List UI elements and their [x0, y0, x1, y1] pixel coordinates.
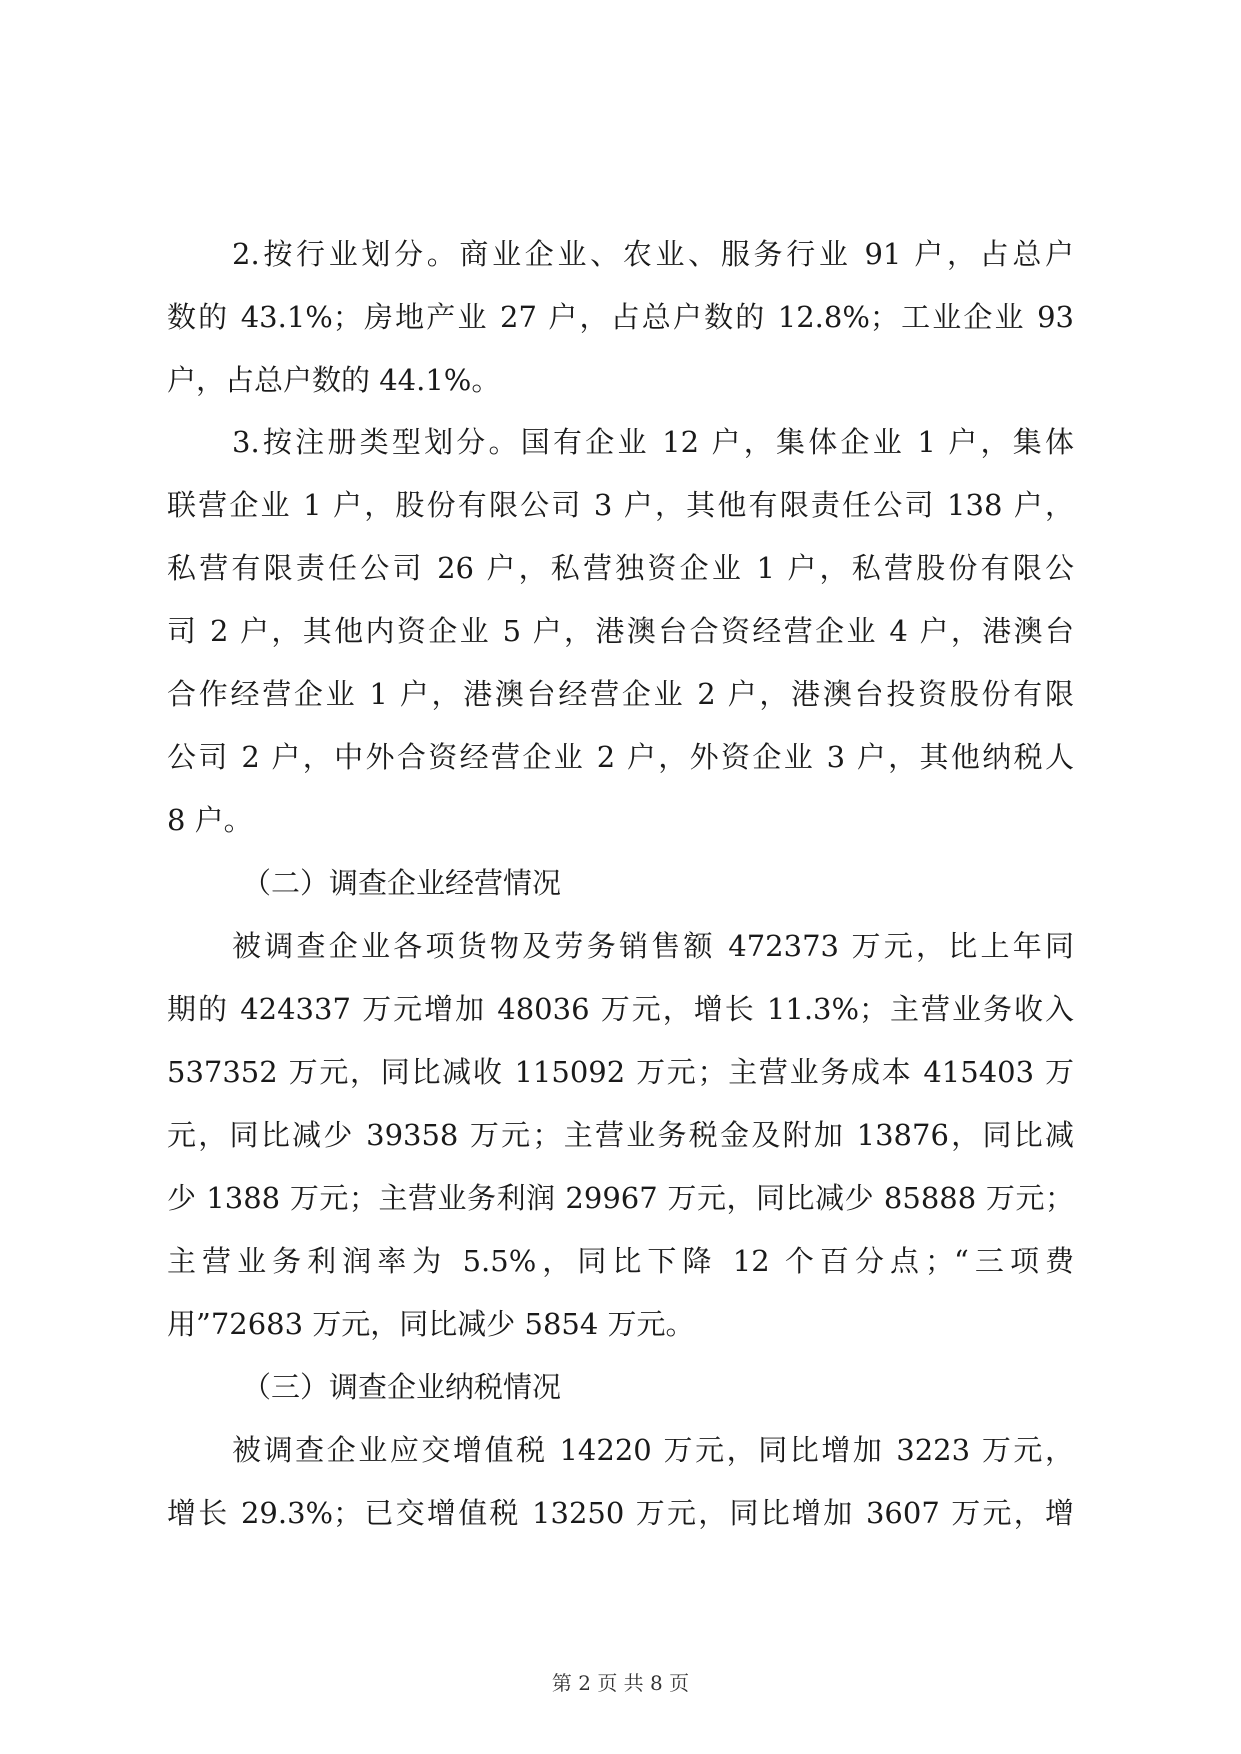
text-line: 537352 万元，同比减收 115092 万元；主营业务成本 415403 万 [167, 1055, 1074, 1089]
text-line: 增长 29.3%；已交增值税 13250 万元，同比增加 3607 万元，增 [167, 1496, 1074, 1530]
text-line: 私营有限责任公司 26 户，私营独资企业 1 户，私营股份有限公 [167, 551, 1074, 585]
text-line: 期的 424337 万元增加 48036 万元，增长 11.3%；主营业务收入 [167, 992, 1074, 1026]
text-line: 户，占总户数的 44.1%。 [167, 363, 501, 397]
text-line: 司 2 户，其他内资企业 5 户，港澳台合资经营企业 4 户，港澳台 [167, 614, 1074, 648]
section-heading-text: （三）调查企业纳税情况 [242, 1370, 562, 1404]
text-line: 用”72683 万元，同比减少 5854 万元。 [167, 1307, 695, 1341]
text-line: 8 户。 [167, 803, 253, 837]
text-line: 数的 43.1%；房地产业 27 户，占总户数的 12.8%；工业企业 93 [167, 300, 1074, 334]
section-heading-text: （二）调查企业经营情况 [242, 866, 562, 900]
text-line: 2.按行业划分。商业企业、农业、服务行业 91 户，占总户 [232, 237, 1074, 271]
text-line: 被调查企业各项货物及劳务销售额 472373 万元，比上年同 [232, 929, 1074, 963]
text-line: 3.按注册类型划分。国有企业 12 户，集体企业 1 户，集体 [232, 425, 1074, 459]
text-line: 少 1388 万元；主营业务利润 29967 万元，同比减少 85888 万元； [167, 1181, 1074, 1215]
text-line: 被调查企业应交增值税 14220 万元，同比增加 3223 万元， [232, 1433, 1074, 1467]
text-line: 公司 2 户，中外合资经营企业 2 户，外资企业 3 户，其他纳税人 [167, 740, 1074, 774]
text-line: 合作经营企业 1 户，港澳台经营企业 2 户，港澳台投资股份有限 [167, 677, 1074, 711]
page-footer: 第 2 页 共 8 页 [551, 1671, 690, 1695]
text-line: 联营企业 1 户，股份有限公司 3 户，其他有限责任公司 138 户， [167, 488, 1074, 522]
text-line: 元，同比减少 39358 万元；主营业务税金及附加 13876，同比减 [167, 1118, 1074, 1152]
text-line: 主营业务利润率为 5.5%，同比下降 12 个百分点；“三项费 [167, 1244, 1074, 1278]
